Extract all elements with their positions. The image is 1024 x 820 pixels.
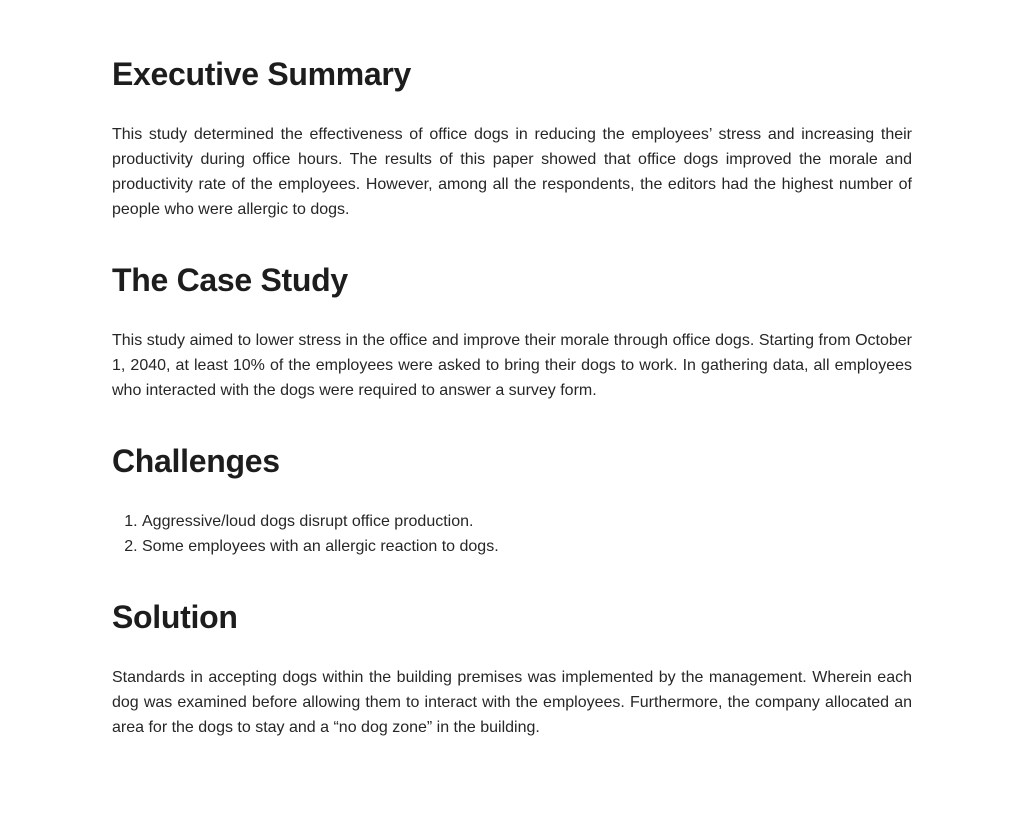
section-paragraph: Standards in accepting dogs within the building premises was implemented by the management. Wherein each dog was examined before allowing them to interact with the employees. Furthermore, the company allocated an area for the dogs to stay and a “no dog zone” in the building. xyxy=(112,669,912,736)
list-item: 1. Aggressive/loud dogs disrupt office production. xyxy=(142,509,912,534)
section-heading: Solution xyxy=(112,599,238,635)
section-heading: The Case Study xyxy=(112,262,348,298)
document-page xyxy=(112,0,912,740)
case-study-section xyxy=(112,260,912,403)
section-heading: Executive Summary xyxy=(112,56,412,92)
executive-summary-section xyxy=(112,54,912,222)
list-item: 2. Some employees with an allergic reaction to dogs. xyxy=(142,534,912,559)
challenges-section xyxy=(112,441,912,559)
section-paragraph: This study aimed to lower stress in the office and improve their morale through office dogs. Starting from October 1, 2040, at least 10% of the employees were asked to bring their dogs to work. In gathering data, all employees who interacted with the dogs were required to answer a survey form. xyxy=(112,332,912,399)
challenges-list xyxy=(112,509,912,559)
section-paragraph: This study determined the effectiveness of office dogs in reducing the employees’ stress and increasing their productivity during office hours. The results of this paper showed that office dogs improved the morale and productivity rate of the employees. However, among all the respondents, the editors had the highest number of people who were allergic to dogs. xyxy=(112,126,912,218)
solution-section xyxy=(112,597,912,740)
section-heading: Challenges xyxy=(112,443,280,479)
